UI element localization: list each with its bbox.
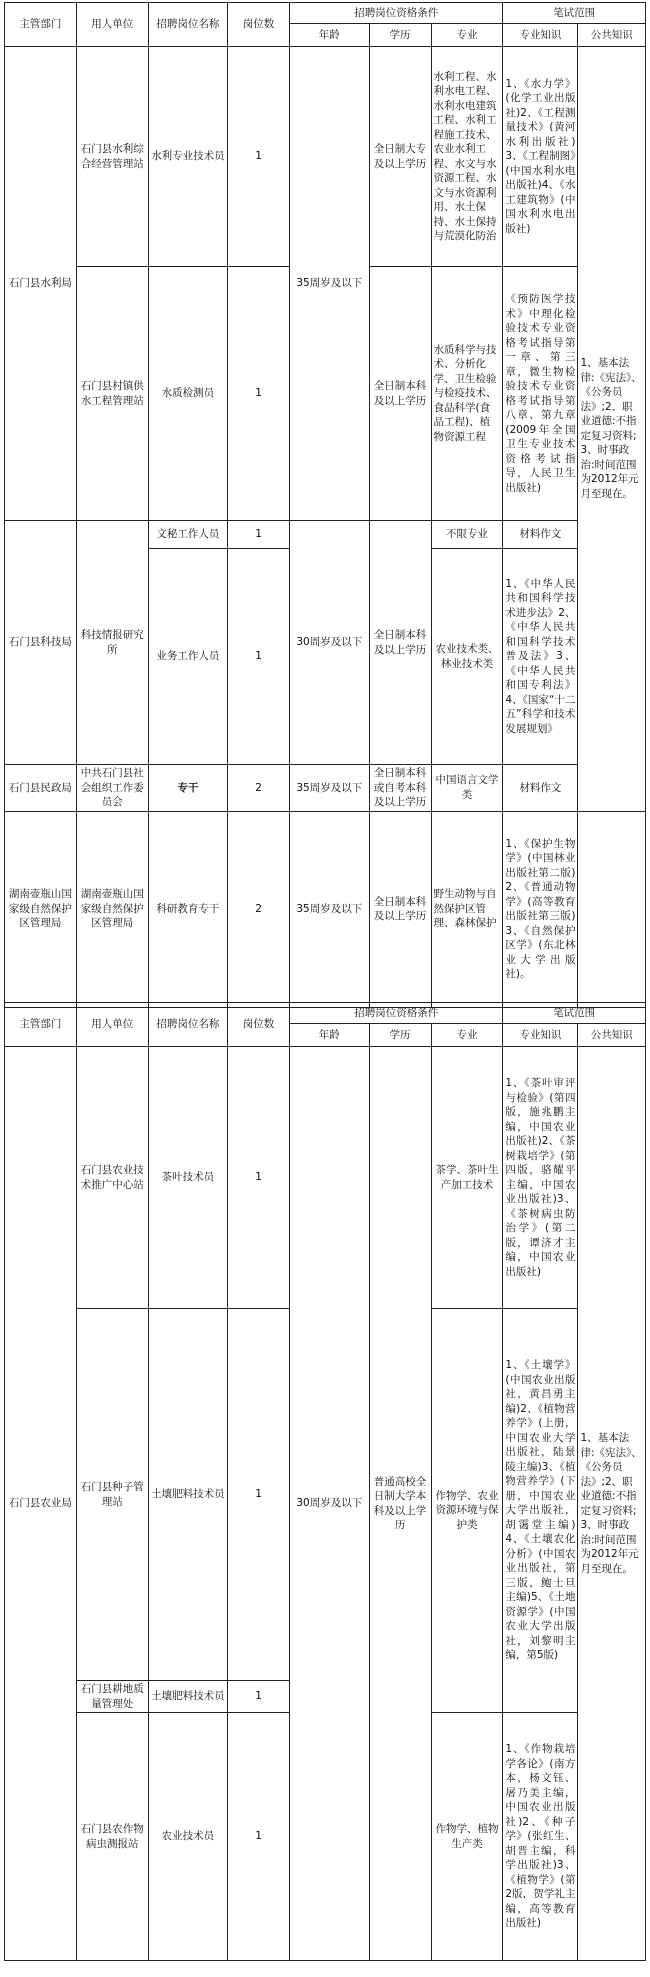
dept-cell: 石门县民政局 (5, 765, 77, 812)
header-post: 招聘岗位名称 (148, 1003, 227, 1047)
dept-cell: 石门县水利局 (5, 47, 77, 521)
count-cell: 1 (228, 549, 290, 765)
post-cell: 水质检测员 (148, 267, 227, 521)
prof-cell: 材料作文 (503, 765, 578, 812)
unit-cell: 石门县村镇供水工程管理站 (76, 267, 148, 521)
table-row (5, 1047, 646, 1309)
header-major: 专业 (431, 24, 503, 47)
age-cell: 30周岁及以下 (290, 521, 369, 765)
prof-cell: 1、《茶叶审评与检验》(第四版，施兆鹏主编，中国农业出版社)2、《茶树栽培学》(第四版，骆耀平主编，中国农业出版社)3、《茶树病虫防治学》(第二版，谭济才主编，中国农业出版社) (503, 1047, 578, 1309)
edu-cell: 全日制本科或自考本科及以上学历 (369, 765, 431, 812)
unit-cell: 湖南壶瓶山国家级自然保护区管理局 (76, 811, 148, 1007)
major-cell: 茶学、茶叶生产加工技术 (431, 1047, 503, 1309)
header-unit: 用人单位 (76, 3, 148, 47)
table-row (5, 765, 646, 812)
header-edu: 学历 (369, 1024, 431, 1047)
unit-cell: 石门县种子管理站 (76, 1309, 148, 1681)
unit-cell: 石门县耕地质量管理处 (76, 1681, 148, 1713)
header-dept: 主管部门 (5, 1003, 77, 1047)
table-row (5, 811, 646, 1007)
count-cell: 1 (228, 1047, 290, 1309)
major-cell: 作物学、农业资源环境与保护类 (431, 1309, 503, 1713)
edu-cell: 全日制本科及以上学历 (369, 267, 431, 521)
post-cell: 科研教育专干 (148, 811, 227, 1007)
post-cell: 茶叶技术员 (148, 1047, 227, 1309)
prof-cell: 1、《水力学》(化学工业出版社)2、《工程测量技术》(黄河水利出版社)3、《工程制图》(中国水利水电出版社)4、《水工建筑物》(中国水利水电出版社) (503, 47, 578, 267)
header-edu: 学历 (369, 24, 431, 47)
header-pub: 公共知识 (578, 1024, 646, 1047)
recruitment-table-part-2 (4, 1002, 646, 1961)
count-cell: 1 (228, 47, 290, 267)
count-cell: 1 (228, 1681, 290, 1713)
dept-cell: 湖南壶瓶山国家级自然保护区管理局 (5, 811, 77, 1007)
header-exam: 笔试范围 (503, 1003, 646, 1024)
prof-cell: 1、《土壤学》(中国农业出版社，黄昌勇主编)2、《植物营养学》(上册，中国农业大学出版社，陆景陵主编)3、《植物营养学》(下册，中国农业大学出版社，胡霭堂主编)4、《土壤农化分析》(中国农业出版社，第三版，鲍士旦主编)5、《土地资源学》(中国农业大学出版社，刘黎明主编，第5版) (503, 1309, 578, 1713)
major-cell: 作物学、植物生产类 (431, 1713, 503, 1961)
count-cell: 1 (228, 1309, 290, 1681)
count-cell: 1 (228, 1713, 290, 1961)
recruitment-table-part-1 (4, 2, 646, 1008)
public-knowledge-cell: 1、基本法律:《宪法》、《公务员法》;2、职业道德:不指定复习资料;3、时事政治:时间范围为2012年元月至现在。 (578, 1047, 646, 1961)
header-unit: 用人单位 (76, 1003, 148, 1047)
public-knowledge-cell: 1、基本法律:《宪法》、《公务员法》;2、职业道德:不指定复习资料;3、时事政治:时间范围为2012年元月至现在。 (578, 47, 646, 812)
prof-cell: 《预防医学技术》中理化检验技术专业资格考试指导第一章、第三章，微生物检验技术专业资格考试指导第八章、第九章(2009年全国卫生专业技术资格考试指导，人民卫生出版社) (503, 267, 578, 521)
count-cell: 2 (228, 765, 290, 812)
major-cell: 水利工程、水利水电工程、水利水电建筑工程、水利工程施工技术、农业水利工程、水文与水资源工程、水文与水资源利用、水土保持、水土保持与荒漠化防治 (431, 47, 503, 267)
age-cell: 30周岁及以下 (290, 1047, 369, 1961)
post-cell: 土壤肥料技术员 (148, 1309, 227, 1681)
header-count: 岗位数 (228, 3, 290, 47)
prof-cell: 1、《保护生物学》(中国林业出版社第二版)2、《普通动物学》(高等教育出版社第三版)3、《自然保护区学》(东北林业大学出版社)。 (503, 811, 578, 1007)
header-exam: 笔试范围 (503, 3, 646, 24)
post-cell: 文秘工作人员 (148, 521, 227, 549)
age-cell: 35周岁及以下 (290, 811, 369, 1007)
post-cell: 农业技术员 (148, 1713, 227, 1961)
unit-cell: 石门县水利综合经营管理站 (76, 47, 148, 267)
prof-cell: 材料作文 (503, 521, 578, 549)
age-cell: 35周岁及以下 (290, 47, 369, 521)
dept-cell: 石门县农业局 (5, 1047, 77, 1961)
major-cell: 水质科学与技术、分析化学、卫生检验与检疫技术、食品科学(食品工程)、植物资源工程 (431, 267, 503, 521)
unit-cell: 中共石门县社会组织工作委员会 (76, 765, 148, 812)
header-age: 年龄 (290, 24, 369, 47)
header-pub: 公共知识 (578, 24, 646, 47)
edu-cell: 普通高校全日制大学本科及以上学历 (369, 1047, 431, 1961)
post-cell: 业务工作人员 (148, 549, 227, 765)
header-conditions: 招聘岗位资格条件 (290, 1003, 503, 1024)
unit-cell: 科技情报研究所 (76, 521, 148, 765)
dept-cell: 石门县科技局 (5, 521, 77, 765)
header-post: 招聘岗位名称 (148, 3, 227, 47)
major-cell: 野生动物与自然保护区管理、森林保护 (431, 811, 503, 1007)
prof-cell: 1、《作物栽培学各论》(南方本，杨文钰、屠乃美主编，中国农业出版社)2、《种子学》(张红生、胡晋主编，科学出版社)3、《植物学》(第2版，贺学礼主编，高等教育出版社) (503, 1713, 578, 1961)
table-row (5, 47, 646, 267)
header-dept: 主管部门 (5, 3, 77, 47)
header-count: 岗位数 (228, 1003, 290, 1047)
post-cell: 专干 (148, 765, 227, 812)
count-cell: 2 (228, 811, 290, 1007)
header-prof: 专业知识 (503, 24, 578, 47)
major-cell: 不限专业 (431, 521, 503, 549)
unit-cell: 石门县农业技术推广中心站 (76, 1047, 148, 1309)
edu-cell: 全日制本科及以上学历 (369, 521, 431, 765)
public-knowledge-cell-empty (578, 811, 646, 1007)
prof-cell: 1、《中华人民共和国科学技术进步法》2、《中华人民共和国科学技术普及法》3、《中华人民共和国专利法》4、《国家“十二五”科学和技术发展规划》 (503, 549, 578, 765)
count-cell: 1 (228, 267, 290, 521)
header-prof: 专业知识 (503, 1024, 578, 1047)
edu-cell: 全日制本科及以上学历 (369, 811, 431, 1007)
post-cell: 水利专业技术员 (148, 47, 227, 267)
major-cell: 农业技术类、林业技术类 (431, 549, 503, 765)
age-cell: 35周岁及以下 (290, 765, 369, 812)
post-cell: 土壤肥料技术员 (148, 1681, 227, 1713)
table-row (5, 521, 646, 549)
header-major: 专业 (431, 1024, 503, 1047)
header-age: 年龄 (290, 1024, 369, 1047)
count-cell: 1 (228, 521, 290, 549)
header-conditions: 招聘岗位资格条件 (290, 3, 503, 24)
major-cell: 中国语言文学类 (431, 765, 503, 812)
edu-cell: 全日制大专及以上学历 (369, 47, 431, 267)
unit-cell: 石门县农作物病虫测报站 (76, 1713, 148, 1961)
